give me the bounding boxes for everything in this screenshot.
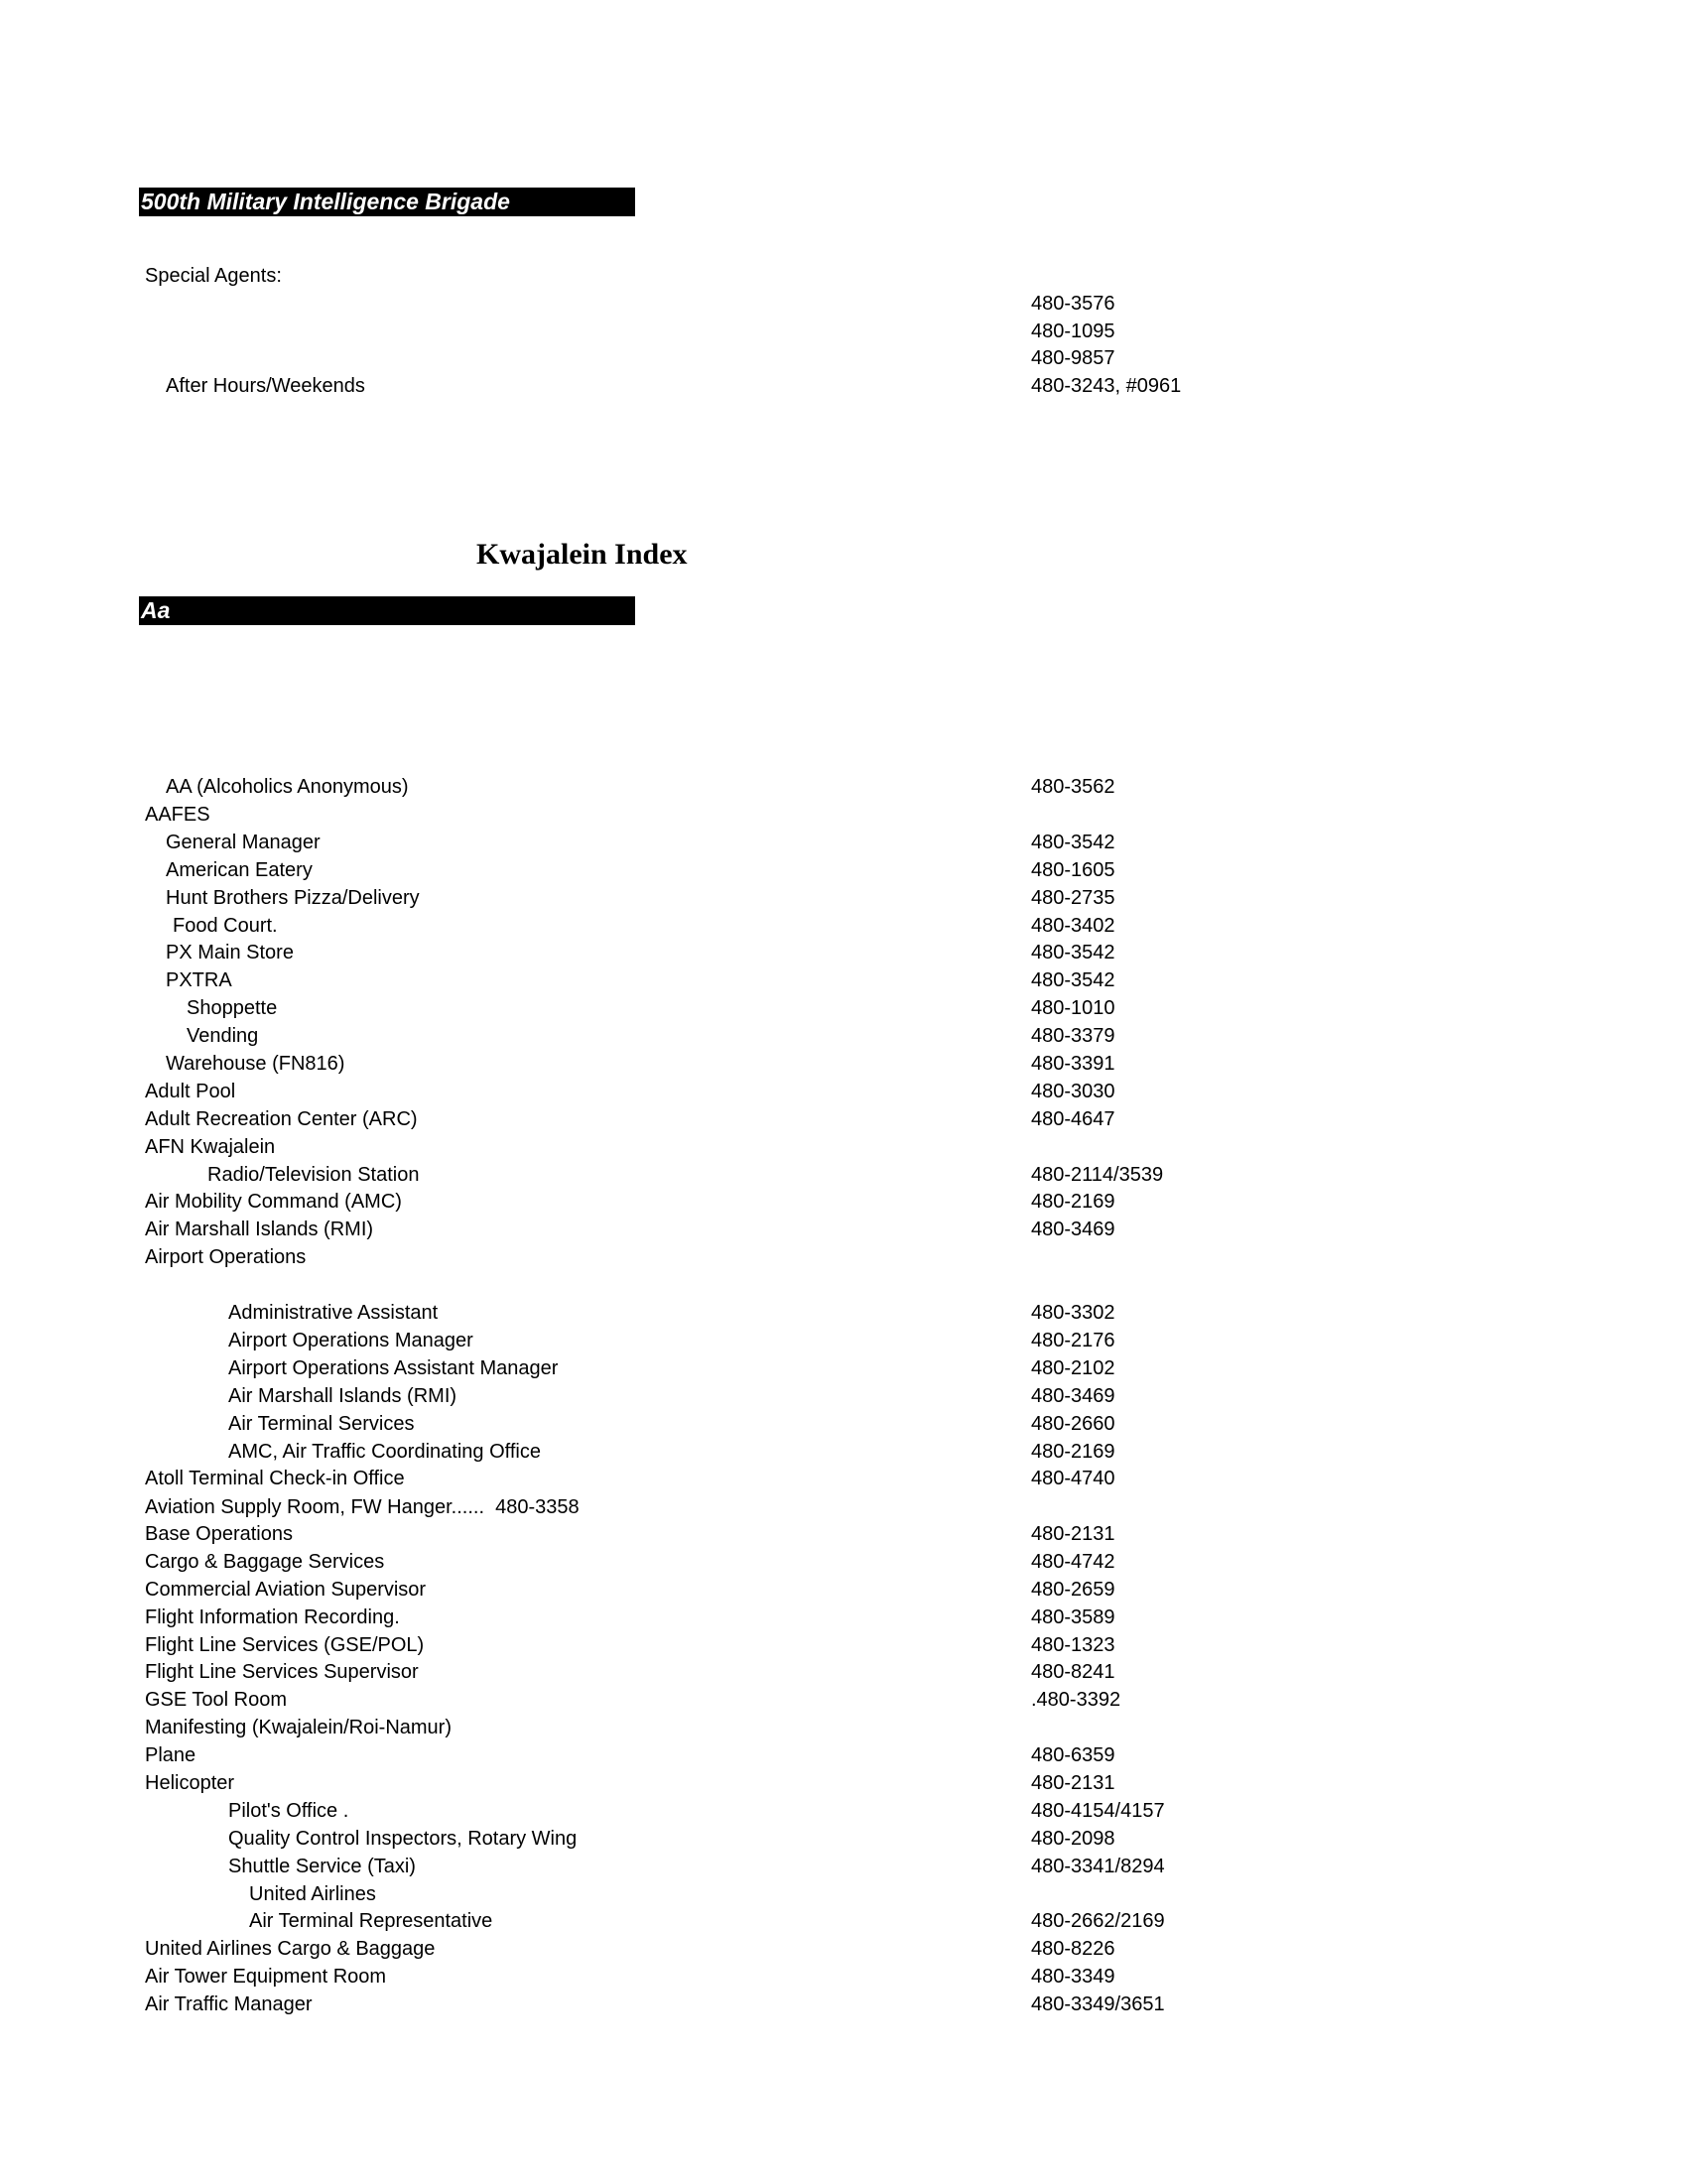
entry-label: AAFES <box>145 804 210 826</box>
entry-phone: 480-6359 <box>1031 1744 1115 1766</box>
entry-label: Flight Information Recording. <box>145 1606 400 1628</box>
list-item <box>0 1963 1688 1991</box>
list-item <box>0 1327 1688 1354</box>
entry-label: Air Terminal Services <box>228 1413 415 1435</box>
entry-phone: 480-2102 <box>1031 1357 1115 1379</box>
after-hours-row <box>0 372 1688 400</box>
entry-phone: 480-2169 <box>1031 1191 1115 1213</box>
entry-phone: 480-2114/3539 <box>1031 1164 1164 1186</box>
list-item <box>0 1853 1688 1880</box>
section-header-aa: Aa <box>139 596 635 625</box>
entry-phone: 480-3341/8294 <box>1031 1856 1165 1877</box>
entry-label: AFN Kwajalein <box>145 1136 276 1158</box>
entry-label: GSE Tool Room <box>145 1689 288 1711</box>
entry-label: Warehouse (FN816) <box>166 1053 345 1075</box>
entry-label: Airport Operations Manager <box>228 1330 473 1351</box>
entry-phone: 480-2176 <box>1031 1330 1115 1351</box>
entry-label: Air Traffic Manager <box>145 1993 313 2015</box>
phone-row <box>0 290 1688 318</box>
list-item <box>0 1243 1688 1271</box>
entry-label: Shoppette <box>187 997 278 1019</box>
list-item <box>0 1935 1688 1963</box>
list-item <box>0 829 1688 856</box>
list-item <box>0 801 1688 829</box>
entry-phone: 480-2659 <box>1031 1579 1115 1601</box>
list-item <box>0 1354 1688 1382</box>
entry-phone: 480-2098 <box>1031 1828 1115 1850</box>
list-item <box>0 1797 1688 1825</box>
list-item <box>0 1078 1688 1105</box>
entry-phone: 480-3379 <box>1031 1025 1115 1047</box>
entry-phone: 480-3542 <box>1031 969 1115 991</box>
entry-label: Hunt Brothers Pizza/Delivery <box>166 887 420 909</box>
list-item <box>0 1105 1688 1133</box>
list-item <box>0 1991 1688 2018</box>
entry-label: Airport Operations <box>145 1246 307 1268</box>
entry-label: Air Marshall Islands (RMI) <box>145 1219 374 1240</box>
entry-phone: 480-3542 <box>1031 942 1115 964</box>
list-item <box>0 1658 1688 1686</box>
list-item <box>0 1548 1688 1576</box>
entry-label: Air Tower Equipment Room <box>145 1966 387 1988</box>
list-item <box>0 994 1688 1022</box>
list-item <box>0 1022 1688 1050</box>
entry-label: Adult Pool <box>145 1081 236 1102</box>
entry-phone: 480-3030 <box>1031 1081 1115 1102</box>
entry-phone: 480-4647 <box>1031 1108 1115 1130</box>
list-item <box>0 884 1688 912</box>
entry-label: Manifesting (Kwajalein/Roi-Namur) <box>145 1717 452 1738</box>
entry-label: Shuttle Service (Taxi) <box>228 1856 416 1877</box>
entry-label: Commercial Aviation Supervisor <box>145 1579 427 1601</box>
entry-phone: 480-3542 <box>1031 832 1115 853</box>
entry-label: Adult Recreation Center (ARC) <box>145 1108 418 1130</box>
entry-label: AA (Alcoholics Anonymous) <box>166 776 409 798</box>
entry-label: Atoll Terminal Check-in Office <box>145 1468 405 1489</box>
entry-phone: 480-3302 <box>1031 1302 1115 1324</box>
entry-phone: 480-3469 <box>1031 1385 1115 1407</box>
entry-label: Quality Control Inspectors, Rotary Wing <box>228 1828 578 1850</box>
list-item <box>0 1631 1688 1659</box>
phone-number: 480-1095 <box>1031 321 1115 342</box>
entry-phone: 480-2735 <box>1031 887 1115 909</box>
entry-label: United Airlines Cargo & Baggage <box>145 1938 436 1960</box>
list-item <box>0 1382 1688 1410</box>
entry-phone: 480-2660 <box>1031 1413 1115 1435</box>
entry-label: Plane <box>145 1744 196 1766</box>
entry-label: Flight Line Services Supervisor <box>145 1661 419 1683</box>
entry-label: Air Mobility Command (AMC) <box>145 1191 402 1213</box>
list-item <box>0 939 1688 966</box>
list-item <box>0 1188 1688 1216</box>
entry-label: Airport Operations Assistant Manager <box>228 1357 559 1379</box>
entry-phone: 480-2131 <box>1031 1772 1115 1794</box>
entry-label: American Eatery <box>166 859 313 881</box>
list-item <box>0 1161 1688 1189</box>
list-item <box>0 1907 1688 1935</box>
entry-label: Cargo & Baggage Services <box>145 1551 385 1573</box>
entry-label: Helicopter <box>145 1772 235 1794</box>
entry-phone: 480-2131 <box>1031 1523 1115 1545</box>
entry-label: Air Marshall Islands (RMI) <box>228 1385 457 1407</box>
list-item <box>0 966 1688 994</box>
entry-phone: 480-3391 <box>1031 1053 1115 1075</box>
entry-label: General Manager <box>166 832 321 853</box>
entry-phone: 480-2169 <box>1031 1441 1115 1463</box>
entry-phone: 480-2662/2169 <box>1031 1910 1165 1932</box>
special-agents-label: Special Agents: <box>145 265 282 287</box>
entry-phone: 480-3562 <box>1031 776 1115 798</box>
entry-label: PX Main Store <box>166 942 294 964</box>
entry-phone: 480-4742 <box>1031 1551 1115 1573</box>
entry-phone: 480-1605 <box>1031 859 1115 881</box>
list-item <box>0 1438 1688 1466</box>
list-item <box>0 1493 1688 1521</box>
entry-label: AMC, Air Traffic Coordinating Office <box>228 1441 541 1463</box>
entry-label: PXTRA <box>166 969 232 991</box>
entry-label: Vending <box>187 1025 259 1047</box>
entry-phone: 480-1323 <box>1031 1634 1115 1656</box>
entry-phone: 480-3349/3651 <box>1031 1993 1165 2015</box>
entry-phone: 480-4740 <box>1031 1468 1115 1489</box>
entry-label: United Airlines <box>249 1883 376 1905</box>
list-item <box>0 1769 1688 1797</box>
entry-label: Flight Line Services (GSE/POL) <box>145 1634 425 1656</box>
list-item <box>0 1216 1688 1243</box>
entry-phone: .480-3392 <box>1031 1689 1121 1711</box>
list-item <box>0 1576 1688 1604</box>
list-item <box>0 1410 1688 1438</box>
list-item <box>0 1520 1688 1548</box>
entry-label: Base Operations <box>145 1523 293 1545</box>
after-hours-label: After Hours/Weekends <box>166 375 365 397</box>
phone-number: 480-3576 <box>1031 293 1115 315</box>
list-item <box>0 773 1688 801</box>
list-item <box>0 1880 1688 1908</box>
list-item <box>0 912 1688 940</box>
list-item <box>0 1133 1688 1161</box>
entry-phone: 480-8241 <box>1031 1661 1115 1683</box>
entry-phone: 480-8226 <box>1031 1938 1115 1960</box>
entry-phone: 480-3402 <box>1031 915 1115 937</box>
phone-row <box>0 318 1688 345</box>
list-item <box>0 1299 1688 1327</box>
entry-phone: 480-1010 <box>1031 997 1115 1019</box>
entry-label: Administrative Assistant <box>228 1302 439 1324</box>
entry-label: Aviation Supply Room, FW Hanger...... 480-3358 <box>145 1496 580 1518</box>
entry-phone: 480-3589 <box>1031 1606 1115 1628</box>
phone-number: 480-9857 <box>1031 347 1115 369</box>
list-item <box>0 1604 1688 1631</box>
section-header-mi-brigade: 500th Military Intelligence Brigade <box>139 188 635 216</box>
page-title: Kwajalein Index <box>476 538 688 571</box>
entry-label: Food Court. <box>173 915 278 937</box>
list-item <box>0 1741 1688 1769</box>
after-hours-phone: 480-3243, #0961 <box>1031 375 1182 397</box>
phone-row <box>0 344 1688 372</box>
list-item <box>0 1465 1688 1492</box>
entry-label: Pilot's Office . <box>228 1800 349 1822</box>
list-item <box>0 1825 1688 1853</box>
entry-phone: 480-3469 <box>1031 1219 1115 1240</box>
list-item <box>0 1714 1688 1741</box>
entry-phone: 480-4154/4157 <box>1031 1800 1165 1822</box>
list-item <box>0 1686 1688 1714</box>
entry-phone: 480-3349 <box>1031 1966 1115 1988</box>
special-agents-row <box>0 262 1688 290</box>
list-item <box>0 1050 1688 1078</box>
entry-label: Air Terminal Representative <box>249 1910 493 1932</box>
entry-label: Radio/Television Station <box>207 1164 420 1186</box>
list-item <box>0 856 1688 884</box>
